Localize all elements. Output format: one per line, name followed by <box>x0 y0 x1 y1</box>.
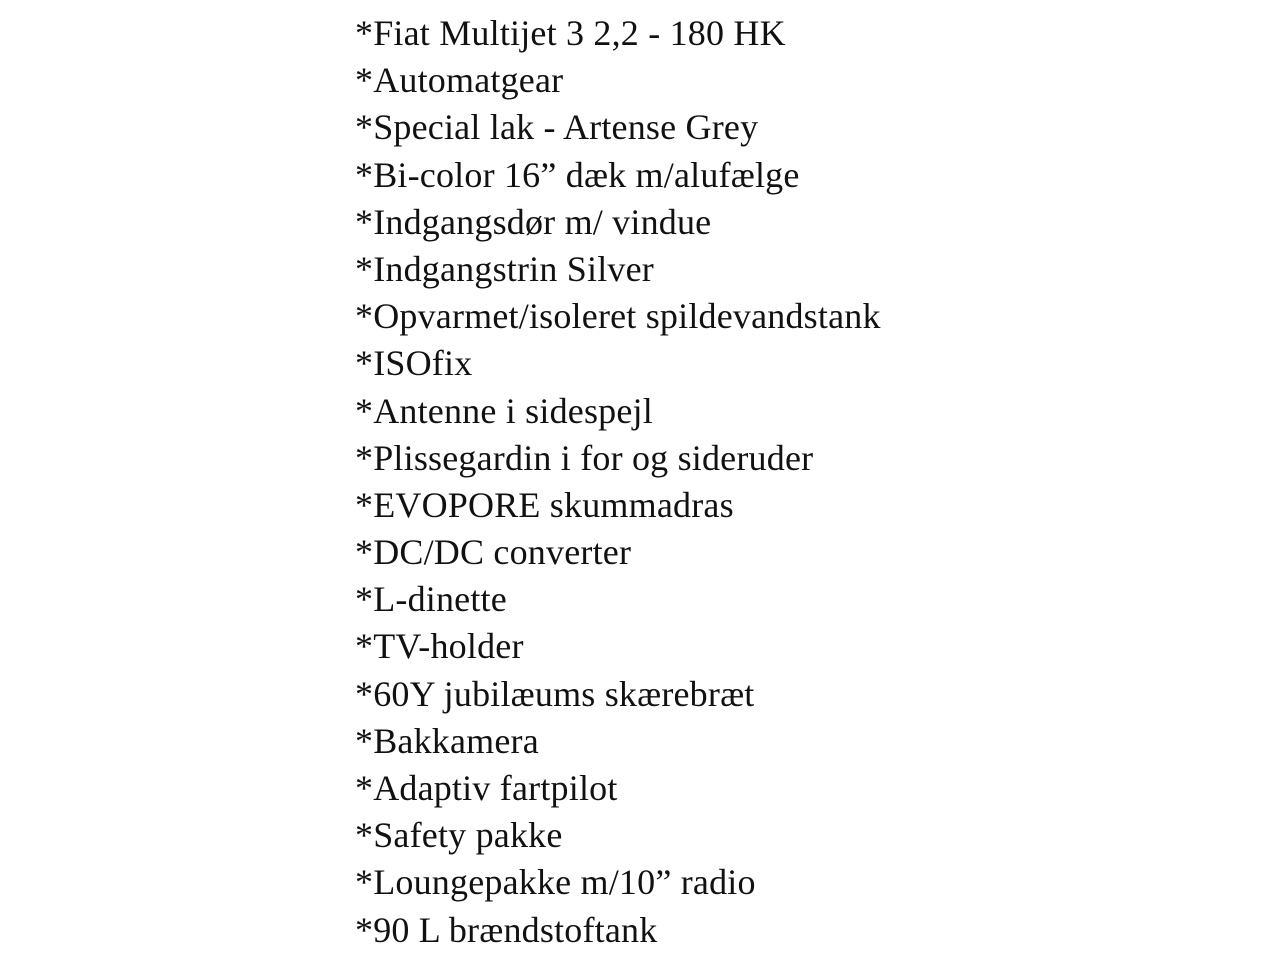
feature-item: *Antenne i sidespejl <box>355 390 653 431</box>
feature-item: *Indgangstrin Silver <box>355 248 654 289</box>
feature-item: *ISOfix <box>355 343 473 384</box>
feature-item: *Bi-color 16” dæk m/alufælge <box>355 154 800 195</box>
feature-item: *TV-holder <box>355 626 524 667</box>
feature-list <box>355 10 1255 954</box>
feature-item: *Fiat Multijet 3 2,2 - 180 HK <box>355 13 786 53</box>
feature-item: *L-dinette <box>355 579 507 620</box>
feature-item: *Automatgear <box>355 60 564 101</box>
feature-item: *Indgangsdør m/ vindue <box>355 201 712 242</box>
feature-item: *Plissegardin i for og sideruder <box>355 437 814 478</box>
feature-item: *60Y jubilæums skærebræt <box>355 673 755 714</box>
feature-item: *Safety pakke <box>355 815 563 856</box>
feature-item: *Special lak - Artense Grey <box>355 107 759 148</box>
feature-item: *90 L brændstoftank <box>355 909 658 950</box>
feature-item: *Loungepakke m/10” radio <box>355 862 756 903</box>
feature-item: *DC/DC converter <box>355 532 632 573</box>
feature-item: *Bakkamera <box>355 720 539 761</box>
feature-item: *Opvarmet/isoleret spildevandstank <box>355 296 881 337</box>
feature-item: *EVOPORE skummadras <box>355 484 734 525</box>
feature-item: *Adaptiv fartpilot <box>355 768 618 808</box>
